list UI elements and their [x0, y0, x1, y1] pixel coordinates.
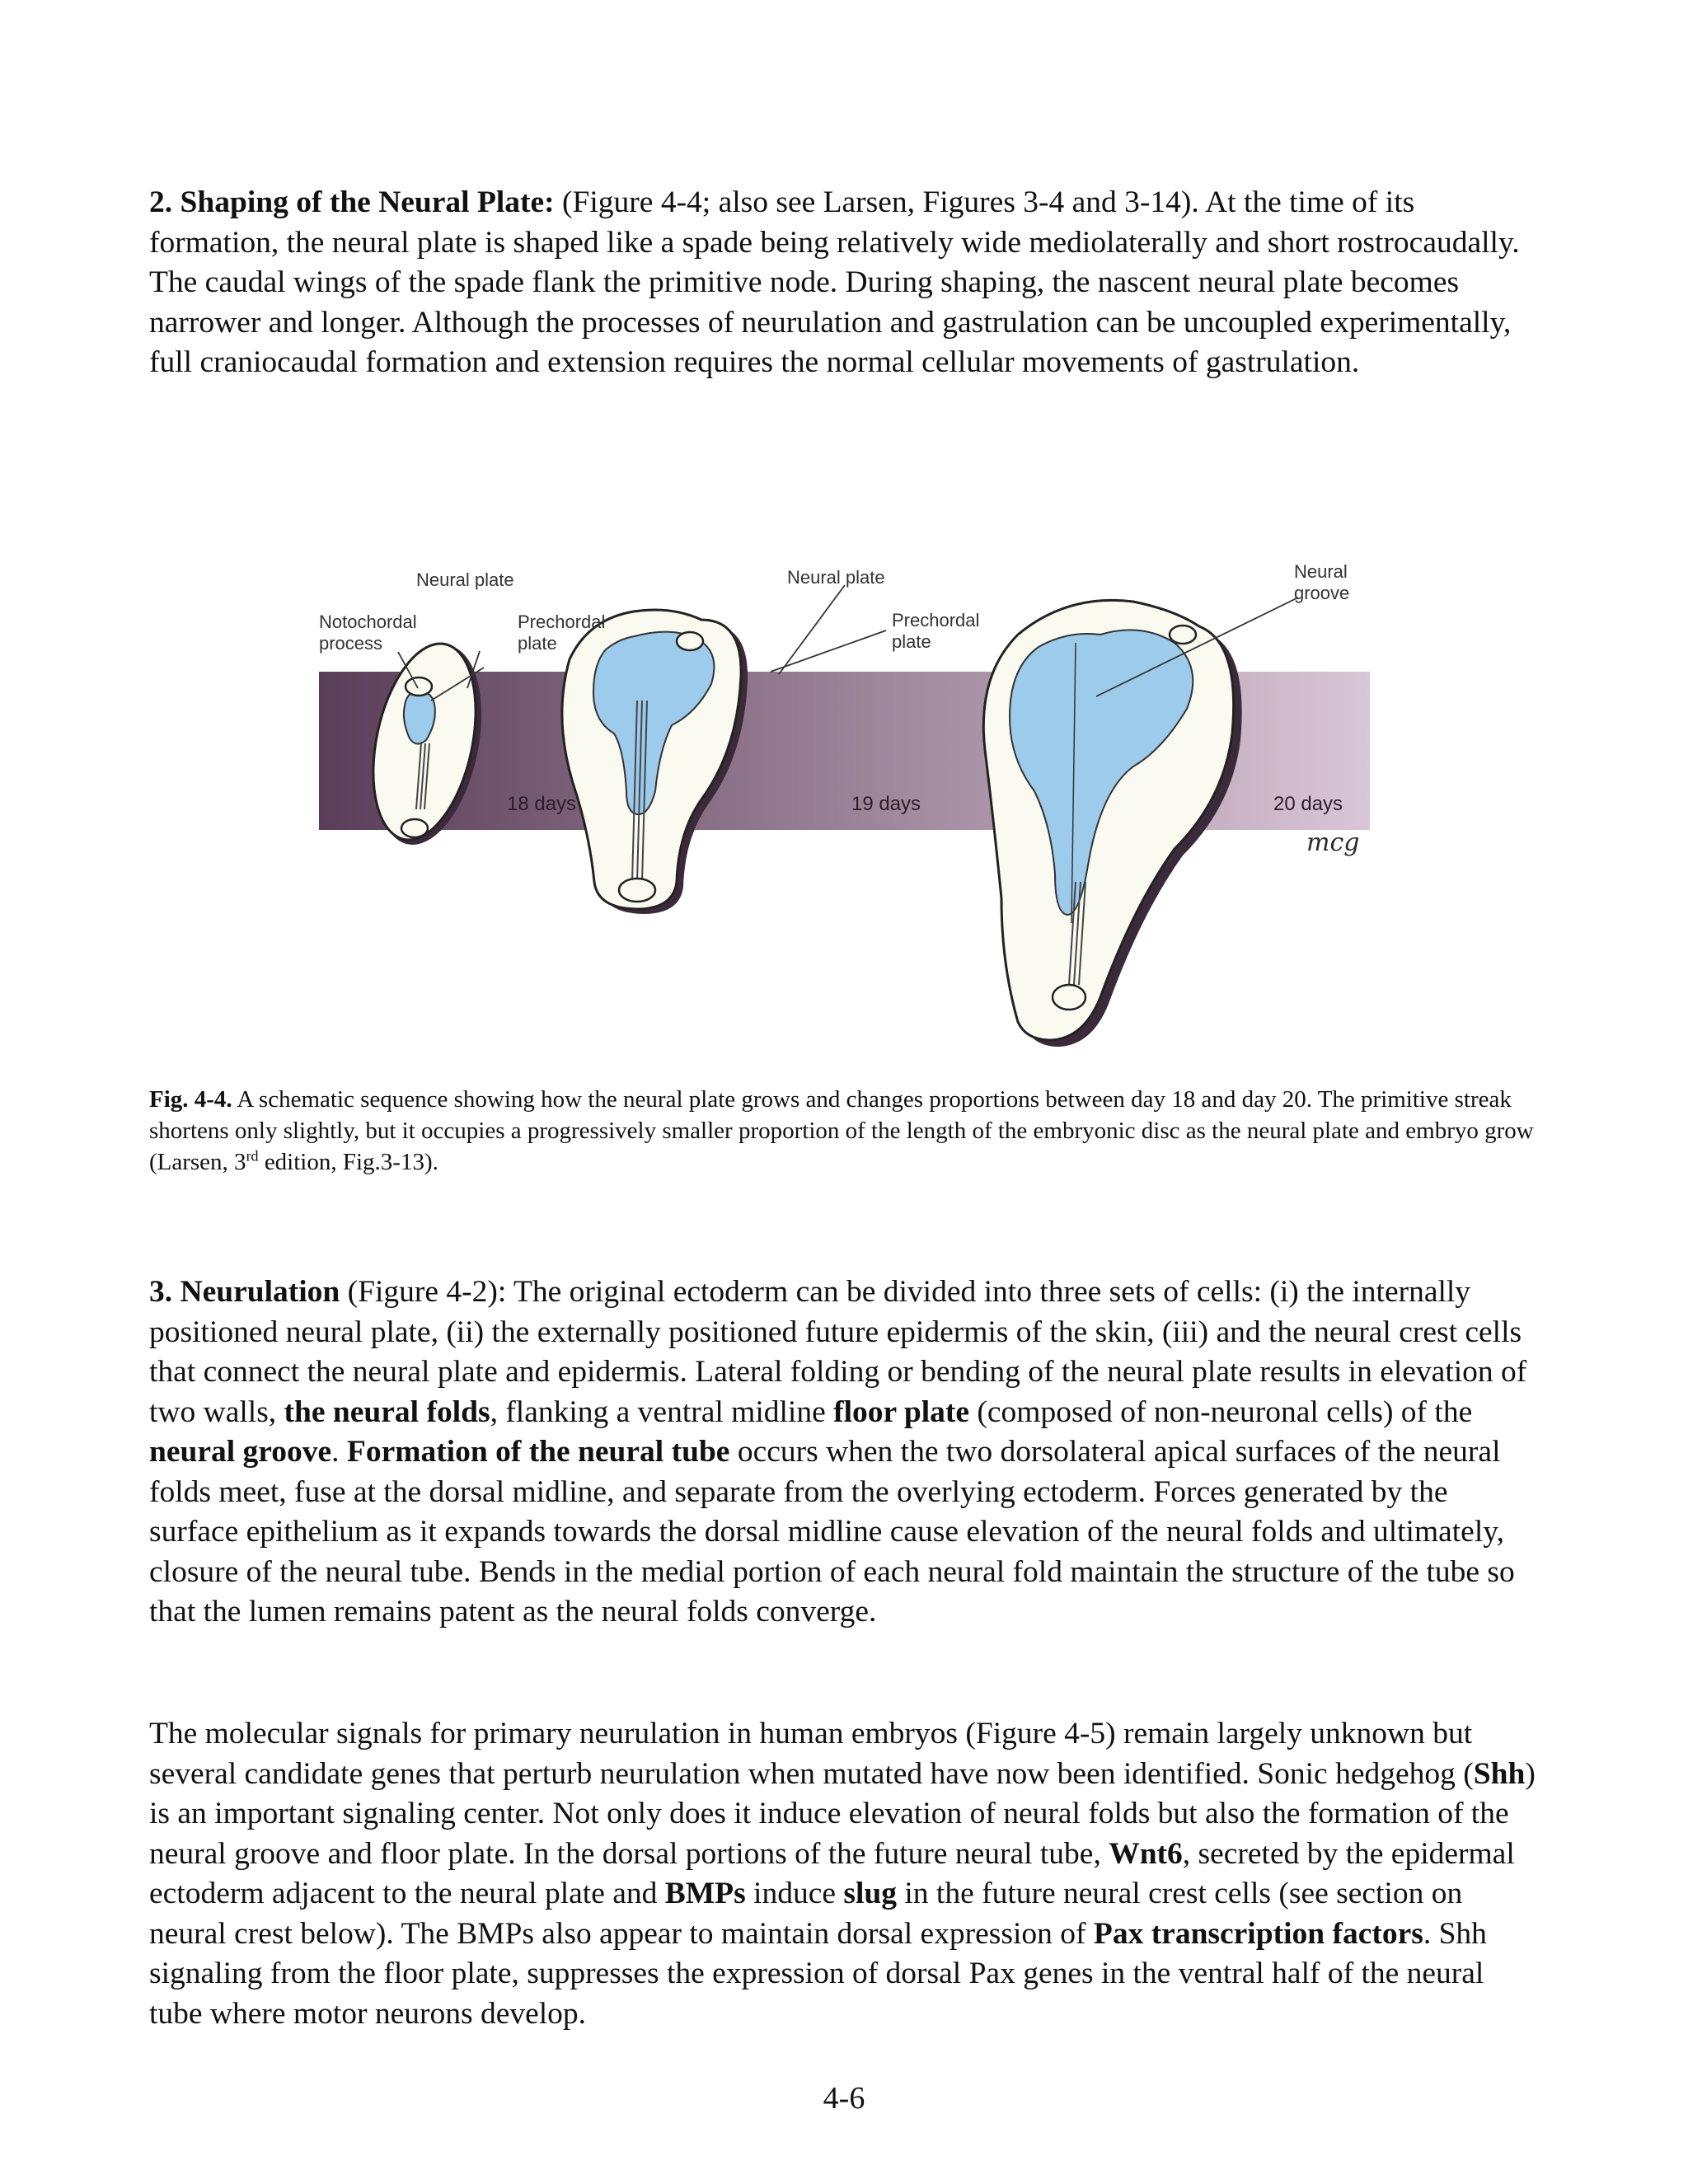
- molecular-text-1: The molecular signals for primary neurulation in human embryos (Figure 4-5) remain largely unknown but several candidate genes that perturb neurulation when mutated have now been identified. Sonic hedgehog (: [149, 1717, 1474, 1791]
- section-shaping-paragraph: [149, 183, 1542, 383]
- molecular-text-2: ) is an important signaling center. Not only does it induce elevation of neural folds but also the formation of the neural groove and floor plate. In the dorsal portions of the future neural tube,: [149, 1756, 1536, 1871]
- neurulation-text-5: occurs when the two dorsolateral apical surfaces of the neural folds meet, fuse at the dorsal midline, and separate from the overlying ectoderm. Forces generated by the surface epithelium as it expands towards the dorsal midline cause elevation of the neural folds and ultimately, closure of the neural tube. Bends in the medial portion of each neural fold maintain the structure of the tube so that the lumen remains patent as the neural folds converge.: [149, 1435, 1515, 1629]
- molecular-text-6: . Shh signaling from the floor plate, suppresses the expression of dorsal Pax genes in the ventral half of the neural tube where motor neurons develop.: [149, 1916, 1487, 2031]
- label-19-days: 19 days: [851, 793, 921, 815]
- label-prechordal-18-line1: Prechordal: [518, 612, 606, 632]
- molecular-text-5: in the future neural crest cells (see section on neural crest below). The BMPs also appear to maintain dorsal expression of: [149, 1877, 1463, 1951]
- neurulation-text-4: .: [331, 1435, 347, 1469]
- molecular-signals-paragraph: [149, 1714, 1542, 2034]
- label-notochordal-line1: Notochordal: [319, 612, 417, 632]
- section-heading-neurulation: 3. Neurulation: [149, 1275, 340, 1309]
- neural-plate-figure: [309, 552, 1389, 1047]
- figure-caption: [149, 1084, 1542, 1178]
- neurulation-text-3: (composed of non-neuronal cells) of the: [969, 1394, 1473, 1429]
- label-20-days: 20 days: [1273, 793, 1343, 815]
- figure-caption-superscript: rd: [246, 1147, 259, 1165]
- figure-caption-text-b: edition, Fig.3-13).: [258, 1149, 438, 1175]
- label-prechordal-19-line1: Prechordal: [892, 610, 980, 630]
- page-number: 4-6: [823, 2081, 865, 2116]
- label-18-days: 18 days: [507, 793, 577, 815]
- label-neural-plate-19: Neural plate: [787, 567, 885, 588]
- label-notochordal-line2: process: [319, 633, 383, 654]
- molecular-text-3: , secreted by the epidermal ectoderm adjacent to the neural plate and: [149, 1836, 1515, 1910]
- term-slug: slug: [843, 1877, 898, 1910]
- figure-caption-text-a: A schematic sequence showing how the neural plate grows and changes proportions between day 18 and day 20. The primitive streak shortens only slightly, but it occupies a progressively smaller proportion of the length of the embryonic disc as the neural plate and embryo grow (Larsen, 3: [149, 1086, 1534, 1175]
- term-neural-tube-formation: Formation of the neural tube: [346, 1435, 730, 1469]
- label-neural-plate-18: Neural plate: [416, 569, 514, 590]
- term-neural-folds: the neural folds: [284, 1394, 490, 1429]
- label-prechordal-18-line2: plate: [518, 633, 557, 654]
- molecular-text-4: induce: [745, 1877, 844, 1910]
- section-heading-shaping: 2. Shaping of the Neural Plate:: [149, 185, 555, 219]
- neurulation-text-2: , flanking a ventral midline: [490, 1394, 834, 1429]
- figure-caption-label: Fig. 4-4.: [149, 1086, 232, 1113]
- term-neural-groove: neural groove: [149, 1435, 332, 1469]
- term-wnt6: Wnt6: [1109, 1836, 1183, 1871]
- section-neurulation-paragraph: [149, 1272, 1542, 1633]
- artist-signature: mcg: [1306, 828, 1360, 857]
- term-floor-plate: floor plate: [833, 1394, 970, 1429]
- shaping-body-text: (Figure 4-4; also see Larsen, Figures 3-4 and 3-14). At the time of its formation, the neural plate is shaped like a spade being relatively wide mediolaterally and short rostrocaudally. The caudal wings of the spade flank the primitive node. During shaping, the nascent neural plate becomes narrower and longer. Although the processes of neurulation and gastrulation can be uncoupled experimentally, full craniocaudal formation and extension requires the normal cellular movements of gastrulation.: [149, 185, 1520, 379]
- neurulation-text-1: (Figure 4-2): The original ectoderm can be divided into three sets of cells: (i) the internally positioned neural plate, (ii) the externally positioned future epidermis of the skin, (iii) and the neural crest cells that connect the neural plate and epidermis. Lateral folding or bending of the neural plate results in elevation of two walls,: [149, 1275, 1527, 1429]
- label-neural-groove-line2: groove: [1294, 583, 1350, 603]
- term-bmps: BMPs: [664, 1877, 746, 1910]
- term-shh: Shh: [1473, 1756, 1526, 1791]
- label-prechordal-19-line2: plate: [892, 631, 931, 652]
- label-neural-groove-line1: Neural: [1294, 561, 1348, 582]
- term-pax-transcription-factors: Pax transcription factors: [1093, 1916, 1423, 1951]
